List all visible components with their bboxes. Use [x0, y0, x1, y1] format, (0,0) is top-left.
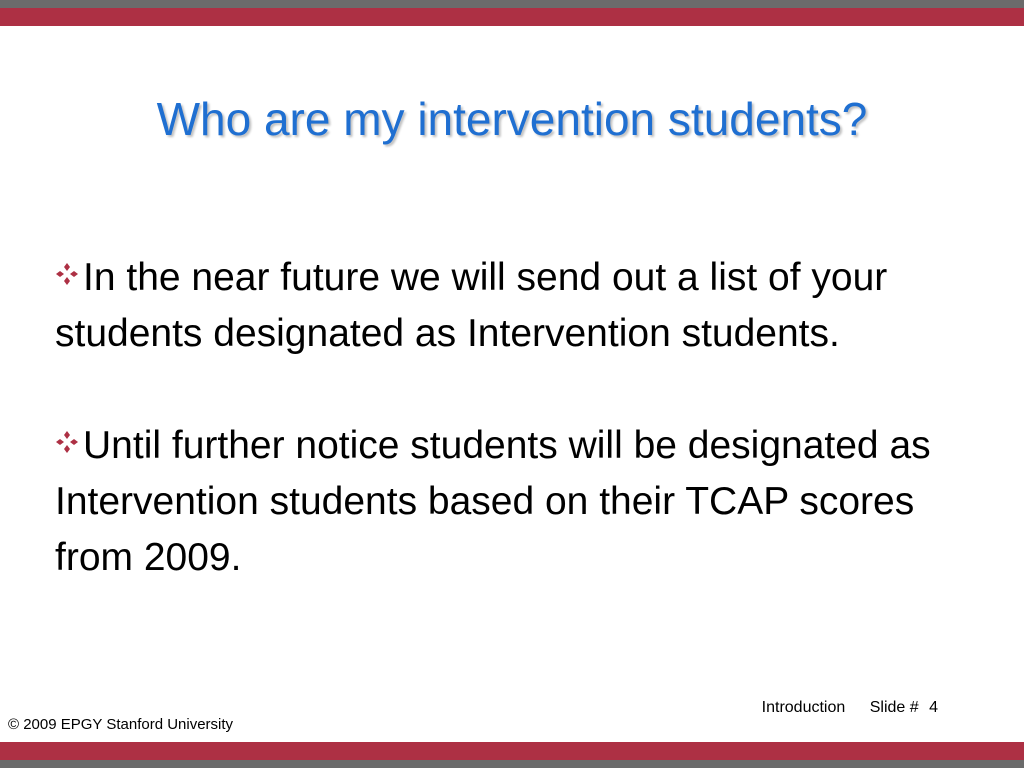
top-red-band — [0, 8, 1024, 26]
slide-title: Who are my intervention students? — [156, 93, 868, 145]
bullet-text-2: Until further notice students will be designated as Intervention students based on their TCAP scores from 2009. — [55, 424, 931, 579]
footer-slide-number: 4 — [929, 699, 938, 716]
footer-copyright: © 2009 EPGY Stanford University — [8, 716, 234, 733]
bullet-text-1: In the near future we will send out a list of your students designated as Intervention students. — [55, 256, 888, 355]
slide-body — [55, 250, 955, 642]
bullet-item-1 — [55, 250, 955, 362]
bottom-red-band — [0, 742, 1024, 760]
footer-slide-info — [762, 699, 938, 717]
diamond-bullet-icon — [55, 430, 79, 454]
footer-slide-label: Slide # — [869, 699, 919, 716]
top-gray-band — [0, 0, 1024, 8]
bullet-item-2 — [55, 418, 955, 586]
diamond-bullet-icon — [55, 262, 79, 286]
bottom-gray-band — [0, 760, 1024, 768]
footer-section: Introduction — [761, 699, 846, 716]
